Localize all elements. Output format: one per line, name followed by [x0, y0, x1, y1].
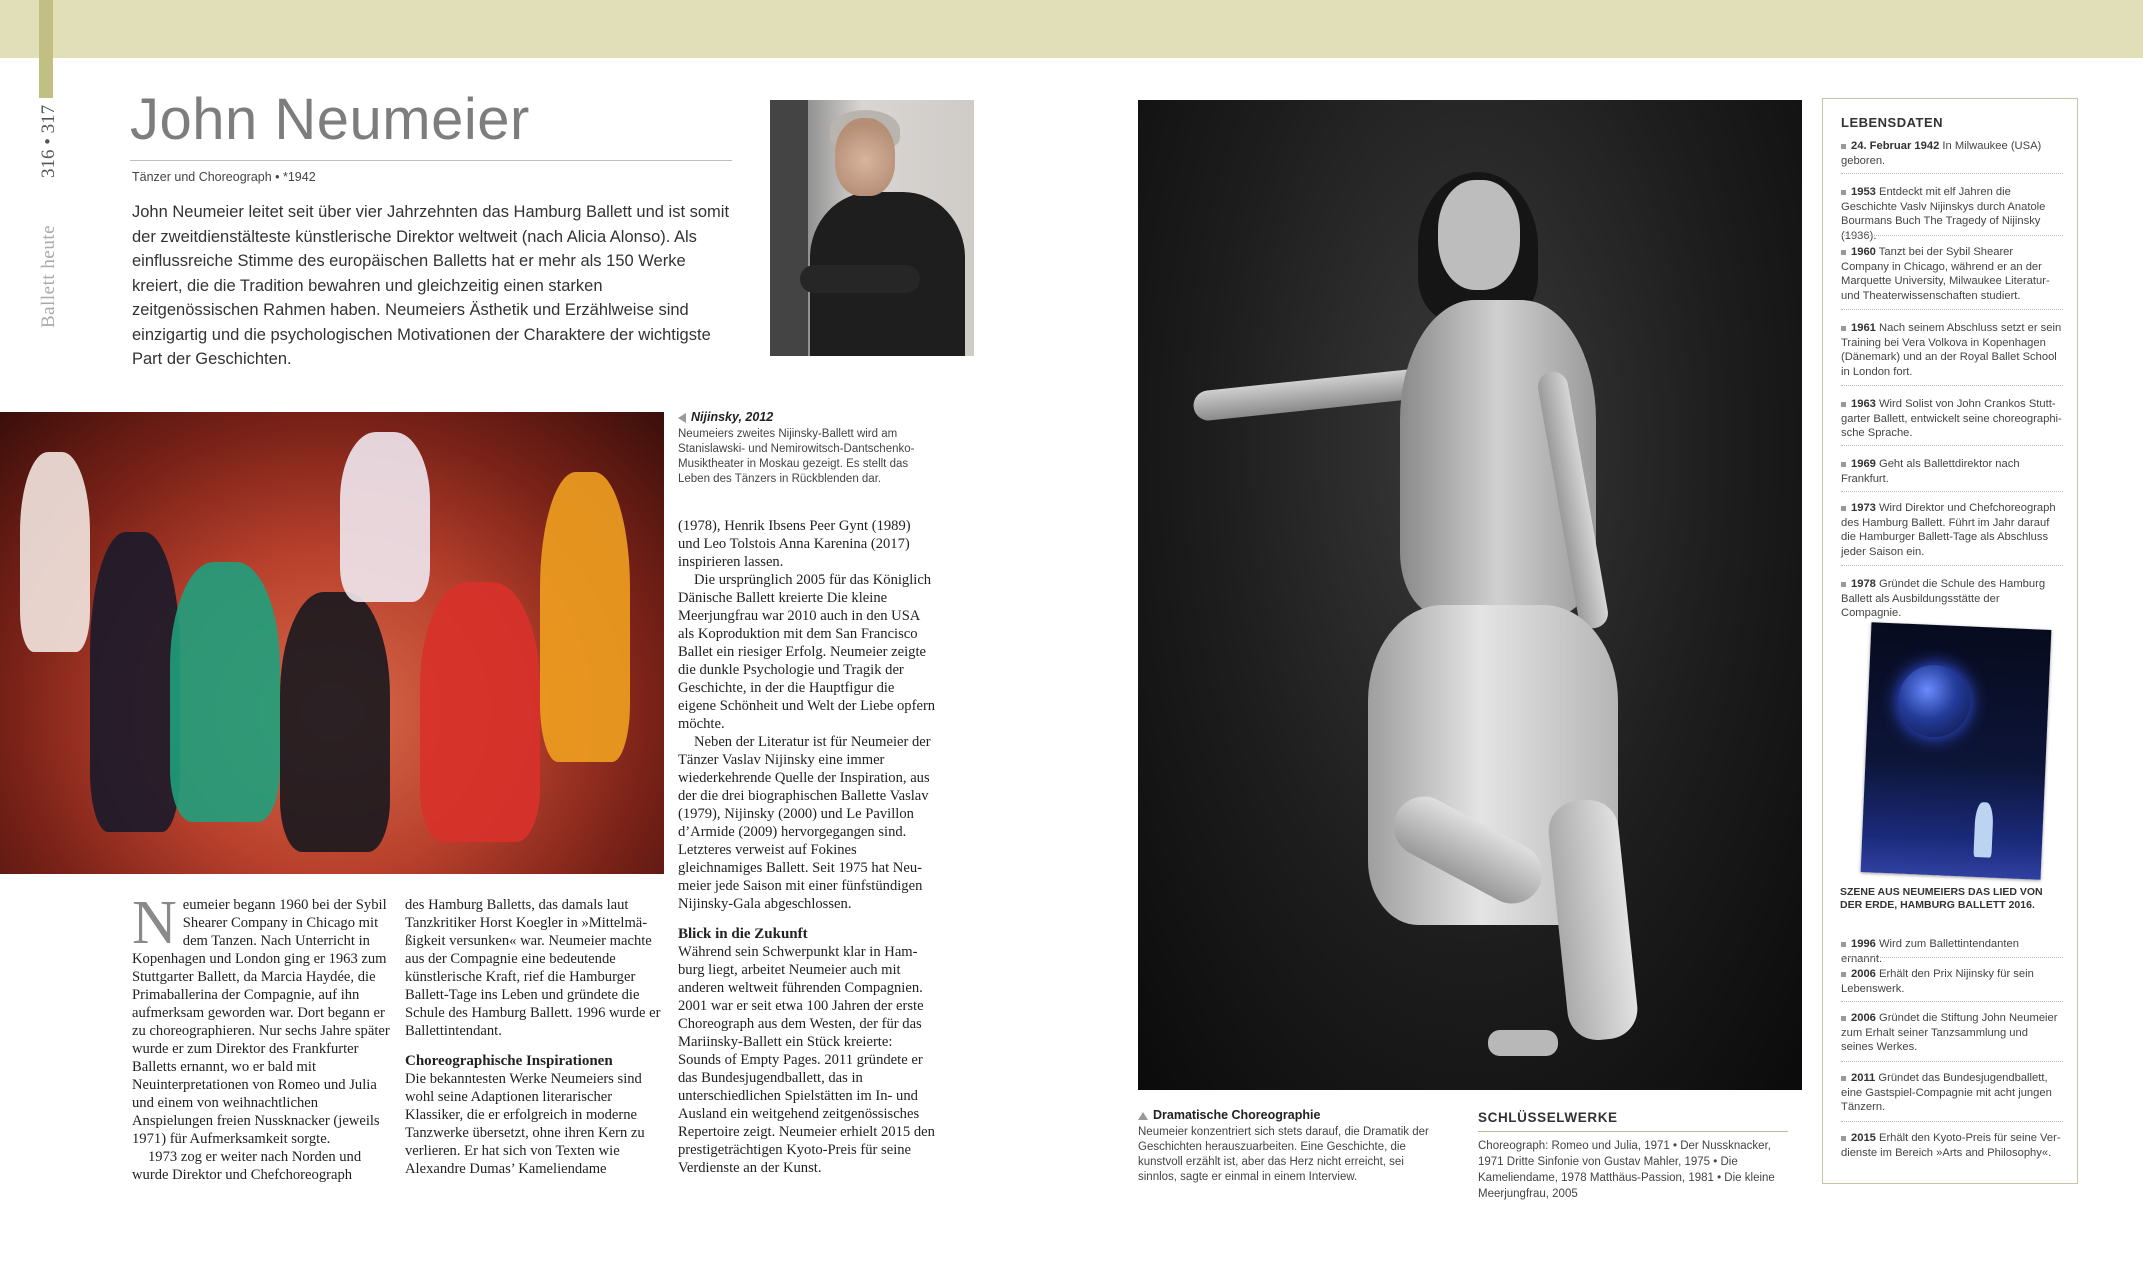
- caption-text: Neumeiers zweites Nijinsky-Ballett wird am Stanislawski- und Nemirowitsch-Dantschenko-Musiktheater in Moskau gezeigt. Es stellt das Leben des Tänzers in Rückblenden dar.: [678, 428, 915, 485]
- key-works-box: [1478, 1110, 1788, 1202]
- body-paragraph: 1973 zog er weiter nach Norden und wurde Direktor und Chefchoreograph: [132, 1149, 362, 1183]
- bullet-icon: [1841, 506, 1846, 511]
- bullet-icon: [1841, 250, 1846, 255]
- timeline-separator: [1841, 173, 2063, 174]
- body-paragraph: Während sein Schwerpunkt klar in Hamburg liegt, arbeitet Neumeier auch mit anderen weltweit führenden Compagnien. 2001 war er seit etwa 100 Jahren der erste Choreograph aus dem Westen, der für das Mariinsky-Ballett ein Stück kreierte: Sounds of Empty Pages. 2011 gründete er das Bundesjugendballett, das in unterschiedlichen Spielstätten im In- und Ausland ein weitgehend zeitgenössisches Repertoire zeigt. Neumeier erhielt 2015 den prestigeträchtigen Kyoto-Preis für seine Verdienste an der Kunst.: [678, 944, 935, 1176]
- portrait-photo: [770, 100, 974, 356]
- key-works-rule: [1478, 1131, 1788, 1132]
- dancer-figure: [540, 472, 630, 762]
- title-rule: [130, 160, 732, 161]
- bullet-icon: [1841, 582, 1846, 587]
- timeline-separator: [1841, 1061, 2063, 1062]
- body-paragraph: eumeier begann 1960 bei der Sybil Shearer Company in Chicago mit dem Tanzen. Nach Unterricht in Kopenhagen und London ging er 1963 zum Stuttgarter Ballett, da Marcia Haydée, die Primaballerina der Compagnie, auf ihn aufmerksam geworden war. Dort begann er zu choreographieren. Nur sechs Jahre später wurde er zum Direktor des Frankfurter Balletts ernannt, wo er bald mit Neuinterpretationen von Romeo und Julia und einem von weihnachtlichen Anspielungen freien Nussknacker (jeweils 1971) für Aufmerksamkeit sorgte.: [132, 897, 390, 1147]
- timeline-entry: 1960 Tanzt bei der Sybil Shearer Company in Chicago, während er an der Marquette University, Milwaukee Literatur- und Theaterwissenschaften studiert.: [1841, 246, 2050, 302]
- bullet-icon: [1841, 942, 1846, 947]
- timeline-entry: 1953 Entdeckt mit elf Jahren die Geschichte Vaslv Nijinskys durch Anatole Bourmans Buch The Tragedy of Nijinsky (1936).: [1841, 186, 2046, 242]
- page-title: John Neumeier: [130, 87, 530, 152]
- dancer-head: [1438, 180, 1520, 290]
- body-paragraph: Neben der Literatur ist für Neumeier der Tänzer Vaslav Nijinsky eine immer wiederkehrende Quelle der Inspiration, aus der die drei biographischen Ballette Vaslav (1979), Nijinsky (2000) und Le Pavillon d’Armide (2009) hervorgegangen sind. Letzteres verweist auf Fokines gleichnamiges Ballett. Seit 1975 hat Neumeier jede Saison mit einer fünfstündigen Nijinsky-Gala abgeschlossen.: [678, 734, 931, 912]
- timeline-separator: [1841, 445, 2063, 446]
- caption-text: Neumeier konzentriert sich stets darauf, die Dramatik der Geschichten herauszuarbeiten. Eine Geschichte, die kunstvoll erzählt ist, aber das Herz nicht erreicht, sei sinnlos, sagte er einmal in einem Interview.: [1138, 1126, 1429, 1183]
- portrait-arm: [800, 265, 920, 293]
- dancer-figure: [170, 562, 280, 822]
- portrait-doorframe: [770, 100, 808, 356]
- dancer-figure: [20, 452, 90, 652]
- timeline-separator: [1841, 1001, 2063, 1002]
- timeline-separator: [1841, 565, 2063, 566]
- dancer-figure: [90, 532, 180, 832]
- dancer-leg: [1546, 797, 1641, 1043]
- subheading: Choreographische Inspirationen: [405, 1053, 613, 1069]
- timeline-separator: [1841, 1121, 2063, 1122]
- bullet-icon: [1841, 190, 1846, 195]
- bullet-icon: [1841, 326, 1846, 331]
- timeline-separator: [1841, 491, 2063, 492]
- body-paragraph: Die bekanntesten Werke Neumeiers sind wohl seine Adaptionen literarischer Klassiker, die er erfolgreich in moderne Tanzwerke übersetzt, ohne ihren Kern zu verlieren. Er hat sich von Texten wie Alexandre Dumas’ Kameliendame: [405, 1071, 645, 1177]
- dancer-figure: [280, 592, 390, 852]
- bullet-icon: [1841, 1076, 1846, 1081]
- bullet-icon: [1841, 402, 1846, 407]
- triangle-left-icon: [678, 413, 686, 423]
- timeline-separator: [1841, 957, 2063, 958]
- section-accent-bar: [39, 0, 53, 98]
- dancer-foot: [1488, 1030, 1558, 1056]
- drop-cap: N: [132, 889, 177, 957]
- caption-title: Nijinsky, 2012: [678, 410, 934, 425]
- glowing-globe: [1897, 663, 1972, 738]
- body-paragraph: Die ursprünglich 2005 für das Königlich Dänische Ballett kreierte Die kleine Meerjungfrau war 2010 auch in den USA als Koproduktion mit dem San Francisco Ballet ein riesiger Erfolg. Neumeier zeigte die dunkle Psychologie und Tragik der Geschichte, in der die Hauptfigur die eigene Schönheit und Welt der Liebe opfern möchte.: [678, 572, 936, 732]
- timeline-separator: [1841, 235, 2063, 236]
- timeline-entry: 1961 Nach seinem Abschluss setzt er sein Training bei Vera Volkova in Kopenhagen (Dänemark) und an der Royal Ballet School in London fort.: [1841, 322, 2062, 378]
- timeline-entry: 2006 Erhält den Prix Nijinsky für sein Lebenswerk.: [1841, 968, 2034, 995]
- timeline-entry: 1969 Geht als Ballettdirektor nach Frankfurt.: [1841, 458, 2020, 485]
- lebensdaten-heading: LEBENSDATEN: [1841, 115, 1944, 130]
- body-column-2: [405, 896, 663, 1178]
- timeline-entry: 2015 Erhält den Kyoto-Preis für seine Verdienste im Bereich »Arts and Philosophy«.: [1841, 1132, 2061, 1159]
- timeline-entry: 1996 Wird zum Ballettintendanten ernannt.: [1841, 938, 2019, 965]
- subtitle: Tänzer und Choreograph • *1942: [132, 170, 316, 184]
- dancer-figure: [420, 582, 540, 842]
- portrait-head: [835, 118, 895, 196]
- page-numbers: 316 • 317: [38, 104, 59, 178]
- bullet-icon: [1841, 1016, 1846, 1021]
- body-paragraph: des Hamburg Balletts, das damals laut Tanzkritiker Horst Koegler in »Mittelmäßigkeit versunken« war. Neumeier machte aus der Compagnie eine bedeutende künstlerische Kraft, rief die Hamburger Ballett-Tage ins Leben und gründete die Schule des Hamburg Ballett. 1996 wurde er Ballettintendant.: [405, 897, 661, 1039]
- top-color-band: [0, 0, 2143, 58]
- timeline-separator: [1841, 309, 2063, 310]
- dancer-arm: [1192, 368, 1424, 422]
- body-paragraph: (1978), Henrik Ibsens Peer Gynt (1989) und Leo Tolstois Anna Karenina (2017) inspirieren lassen.: [678, 518, 911, 570]
- triangle-up-icon: [1138, 1112, 1148, 1120]
- dancer-figure: [1973, 802, 1993, 858]
- timeline-entry: 1978 Gründet die Schule des Hamburg Ballett als Ausbildungsstätte der Compagnie.: [1841, 578, 2046, 619]
- photo-caption-dramatic: [1138, 1108, 1438, 1185]
- nijinsky-stage-photo: [0, 412, 664, 874]
- scene-photo-lied-von-der-erde: [1861, 622, 2052, 880]
- timeline-separator: [1841, 385, 2063, 386]
- body-column-1: [132, 889, 390, 1184]
- subheading: Blick in die Zukunft: [678, 926, 808, 942]
- body-column-3: [678, 517, 936, 1177]
- key-works-heading: SCHLÜSSELWERKE: [1478, 1110, 1618, 1125]
- caption-title: Dramatische Choreographie: [1138, 1108, 1438, 1123]
- timeline-entry: 2006 Gründet die Stiftung John Neumeier zum Erhalt seiner Tanzsammlung und seines Werkes.: [1841, 1012, 2058, 1053]
- bullet-icon: [1841, 1136, 1846, 1141]
- bullet-icon: [1841, 462, 1846, 467]
- dancer-figure: [340, 432, 430, 602]
- section-name: Ballett heute: [38, 224, 59, 328]
- timeline-entry: 24. Februar 1942 In Milwaukee (USA) geboren.: [1841, 140, 2042, 167]
- timeline-entry: 1973 Wird Direktor und Chefchoreograph des Hamburg Ballett. Führt im Jahr darauf die Hamburger Ballett-Tage als Abschluss jeder Saison ein.: [1841, 502, 2056, 558]
- intro-paragraph: John Neumeier leitet seit über vier Jahrzehnten das Hamburg Ballett und ist somit der zweitdienstälteste künstlerische Direktor weltweit (nach Alicia Alonso). Als einflussreiche Stimme des europäischen Balletts hat er mehr als 150 Werke kreiert, die die Tradition bewahren und gleichzeitig einen starken zeitgenössischen Rahmen haben. Neumeiers Ästhetik und Erzählweise sind einzigartig und die psychologischen Motivationen der Charaktere der wichtigste Part der Geschichten.: [132, 203, 730, 368]
- timeline-entry: 2011 Gründet das Bundesjugendballett, eine Gastspiel-Compagnie mit acht jungen Tänzern.: [1841, 1072, 2052, 1113]
- bullet-icon: [1841, 972, 1846, 977]
- key-works-text: Choreograph: Romeo und Julia, 1971 • Der Nussknacker, 1971 Dritte Sinfonie von Gustav Mahler, 1975 • Die Kameliendame, 1978 Matthäus-Passion, 1981 • Die kleine Meerjungfrau, 2005: [1478, 1140, 1775, 1200]
- dancer-bw-photo: [1138, 100, 1802, 1090]
- scene-caption: SZENE AUS NEUMEIERS DAS LIED VON DER ERDE, HAMBURG BALLETT 2016.: [1840, 886, 2043, 911]
- photo-caption-nijinsky: [678, 410, 934, 487]
- bullet-icon: [1841, 144, 1846, 149]
- timeline-entry: 1963 Wird Solist von John Crankos Stuttgarter Ballett, entwickelt seine choreographische Sprache.: [1841, 398, 2062, 439]
